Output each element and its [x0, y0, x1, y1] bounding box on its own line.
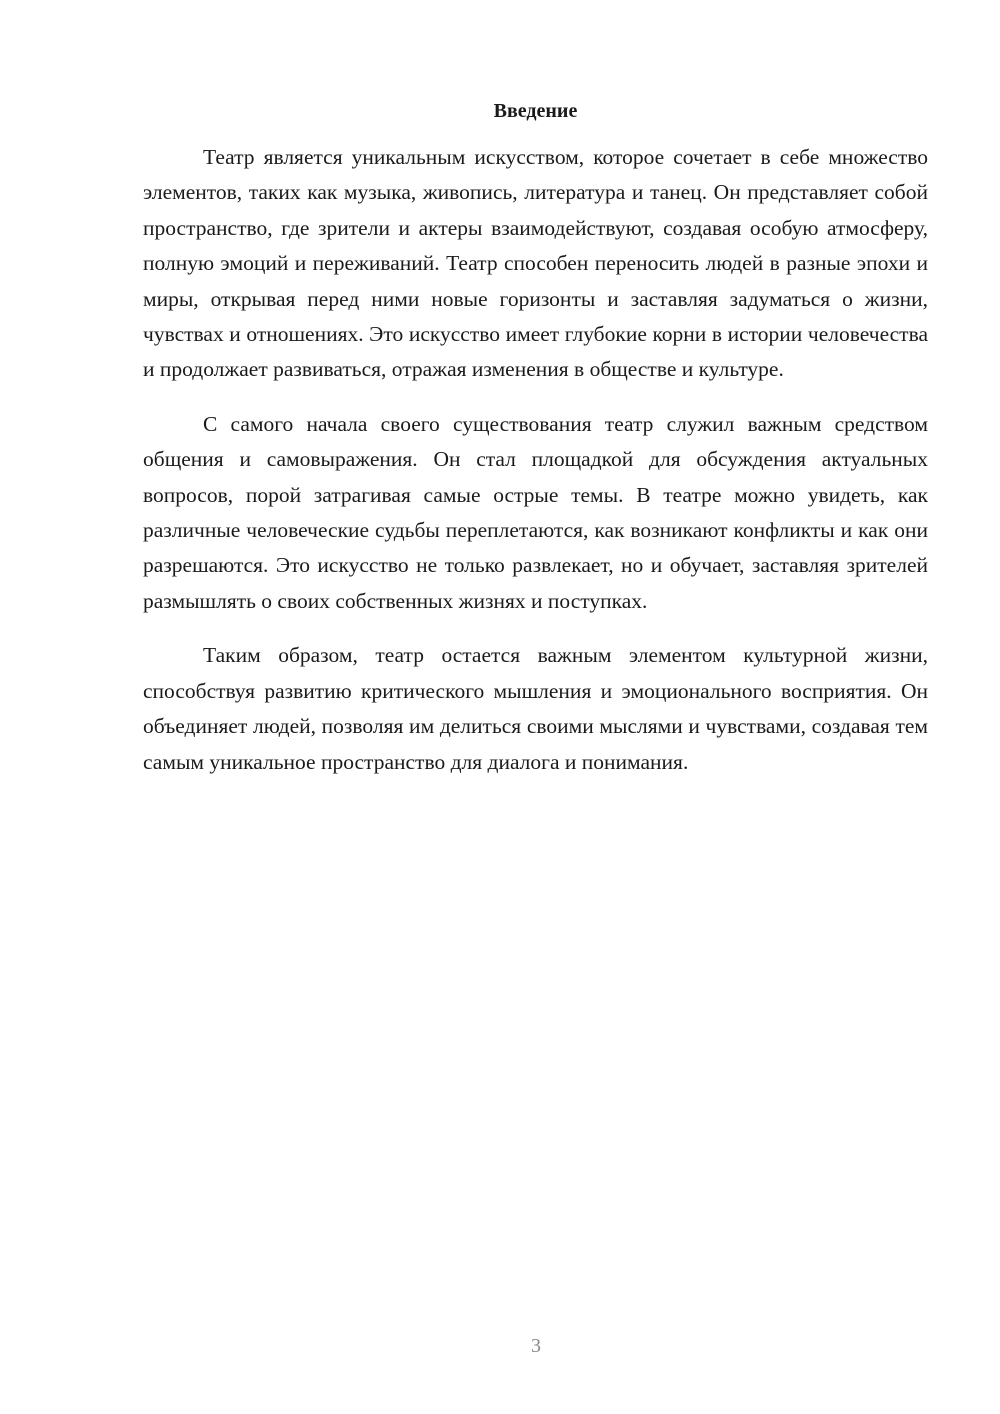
section-heading: Введение	[493, 100, 578, 122]
body-text	[143, 140, 928, 780]
paragraph-1: Театр является уникальным искусством, которое сочетает в себе множество элементов, таких как музыка, живопись, литература и танец. Он представляет собой пространство, где зрители и актеры взаимодействуют, создавая особую атмосферу, полную эмоций и переживаний. Театр способен переносить людей в разные эпохи и миры, открывая перед ними новые горизонты и заставляя задуматься о жизни, чувствах и отношениях. Это искусство имеет глубокие корни в истории человечества и продолжает развиваться, отражая изменения в обществе и культуре.	[143, 145, 928, 382]
paragraph-3: Таким образом, театр остается важным элементом культурной жизни, способствуя развитию критического мышления и эмоционального восприятия. Он объединяет людей, позволяя им делиться своими мыслями и чувствами, создавая тем самым уникальное пространство для диалога и понимания.	[143, 643, 928, 774]
page-number: 3	[531, 1335, 541, 1357]
paragraph-2: С самого начала своего существования театр служил важным средством общения и самовыражения. Он стал площадкой для обсуждения актуальных вопросов, порой затрагивая самые острые темы. В театре можно увидеть, как различные человеческие судьбы переплетаются, как возникают конфликты и как они разрешаются. Это искусство не только развлекает, но и обучает, заставляя зрителей размышлять о своих собственных жизнях и поступках.	[143, 411, 928, 613]
